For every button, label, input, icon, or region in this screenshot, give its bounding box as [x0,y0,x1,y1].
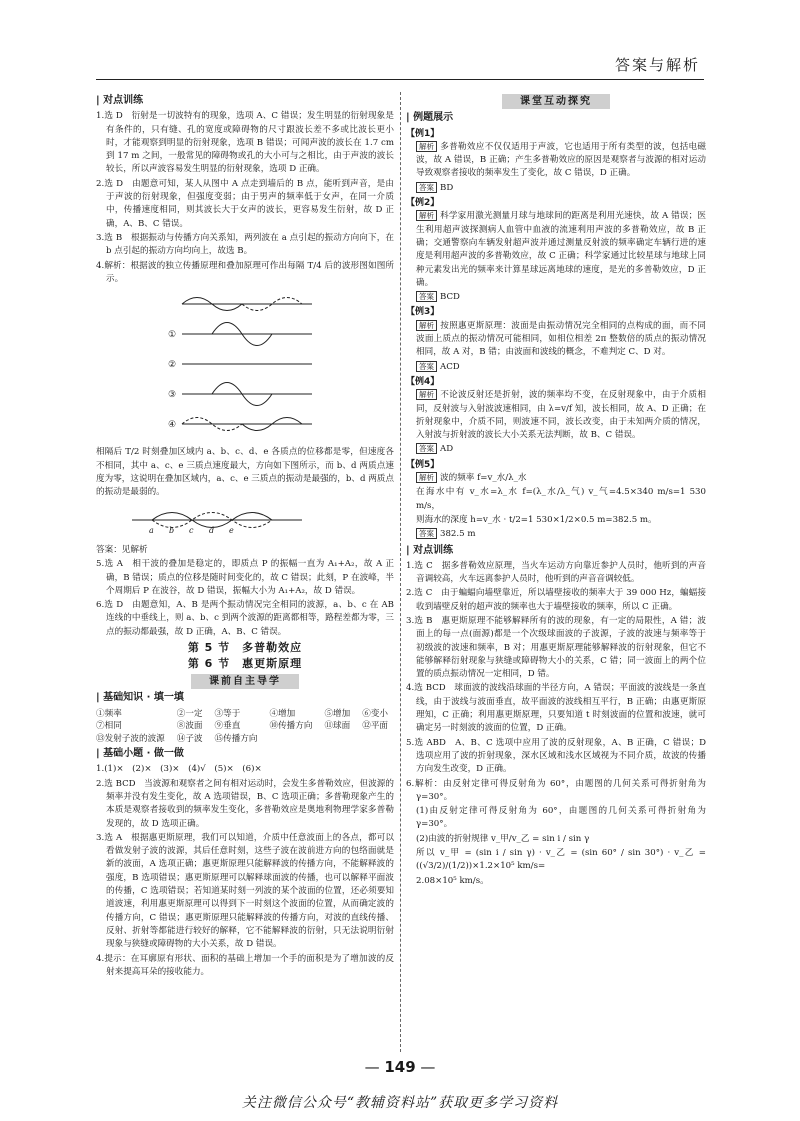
example-answer [406,361,706,374]
example-analysis-text: 波的频率 f=v_水/λ_水 [440,473,527,484]
example-label: 【例3】 [406,307,440,318]
example-4 [406,376,706,457]
practice-answer-6-result: 2.08×10⁵ km/s。 [416,875,489,886]
practice-answer-4: 4.选 BCD 球面波的波线沿球面的半径方向，A 错误；平面波的波线是一条直线，由于波线与波面垂直，故平面波的波线相互平行，B 正确；由惠更斯原理知，C 正确；利用惠更斯原理，只要知道 t 时刻波面的位置和波速，就可确定另一时刻波的波面的位置，D 正确。 [406,683,706,734]
example-answer-text: BD [440,182,454,193]
column-divider [400,92,401,1052]
figure-label-1: ① [168,330,177,341]
section-title-5: 第 5 节 多普勒效应 [187,641,303,655]
wave-point-b: b [169,525,175,535]
right-column [406,92,706,889]
example-answer-text: AD [440,444,454,455]
section-label-practice: | 对点训练 [96,94,394,107]
example-label: 【例1】 [406,128,440,139]
example-5-equation-1: 在海水中有 v_水=λ_水 f=(λ_水/λ_气) v_气=4.5×340 m/s=1 530 m/s， [416,487,706,511]
example-analysis [406,320,706,360]
fill-answer: ⑬发射子波的波源 [96,733,165,744]
analysis-tag: 解析 [416,320,437,331]
example-label: 【例2】 [406,198,440,209]
example-2 [406,197,706,304]
figure-label-3: ③ [168,390,177,401]
left-column [96,92,394,980]
fill-answer: ⑩传播方向 [269,721,313,732]
practice-answer-6-part1: (1)由反射定律可得反射角为 60°，由题图的几何关系可得折射角为 γ=30°。 [416,806,706,830]
example-analysis-text: 多普勒效应不仅仅适用于声波，它也适用于所有类型的波，包括电磁波，故 A 错误，B 正确；产生多普勒效应的原因是观察者与波源的相对运动导致观察者接收的频率发生了变化，故 C 错误，D 正确。 [416,141,706,179]
example-label: 【例5】 [406,459,440,470]
example-analysis-text: 按照惠更斯原理：波面是由振动情况完全相同的点构成的面，而不同波面上质点的振动情况可能相同，如相位相差 2π 整数倍的质点的振动情况相同，故 A 对，B 错；由波面和波线的概念，不难判定 C、D 对。 [416,320,706,358]
answer-item-2: 2.选 D 由题意可知，某人从图中 A 点走到墙后的 B 点，能听到声音，是由于声波的衍射现象，但强度变弱；由于男声的频率低于女声，在同一介质中，传播速度相同，则其波长大于女声的波长，更容易发生衍射，故 D 正确，A、B、C 错误。 [96,178,394,229]
section-label-quick-questions: | 基础小题 · 做一做 [96,747,394,760]
practice-answer-3: 3.选 B 惠更斯原理不能够解释所有的波的现象，有一定的局限性，A 错；波面上的每一点(面源)都是一个次级球面波的子波源，子波的波速与频率等于初级波的波速和频率，B 对；用惠更斯原理能够解释波的衍射现象，但它不能够解释衍射现象与狭缝或障碍物大小的关系，C 错；同一波面上的两个位置的质点振动情况一定相同，D 错。 [406,615,706,680]
example-5 [406,459,706,542]
example-analysis-text: 科学家用激光测量月球与地球间的距离是利用光速快，故 A 错误；医生利用超声波探测病人血管中血液的流速利用声波的多普勒效应，故 B 正确；交通警察向车辆发射超声波并通过测量反射波的频率确定车辆行进的速度是利用超声波的多普勒效应，故 C 正确；科学家通过比较星球与地球上同种元素发出光的频率来计算星球远离地球的速度，是光的多普勒效应，D 正确。 [416,211,706,288]
page-number: — 149 — [0,1058,800,1076]
fill-answer: ⑭子波 [176,733,203,744]
example-analysis [406,210,706,290]
practice-answer-6-calc: 所以 v_甲 = (sin i / sin γ) · v_乙 = (sin 60° / sin 30°) · v_乙 = ((√3/2)/(1/2))×1.2×10⁵ km/s= [416,848,706,872]
classroom-banner [406,94,706,109]
example-answer [406,443,706,456]
wave-point-e: e [229,525,234,535]
header-rule [96,79,704,80]
analysis-tag: 解析 [416,141,437,152]
quick-answer-4: 4.提示：在耳廓原有形状、面积的基础上增加一个手的面积是为了增加波的反射来提高耳朵的接收能力。 [96,953,394,977]
answer-item-6: 6.选 D 由题意知，A、B 是两个振动情况完全相同的波源，a、b、c 在 AB 连线的中垂线上，则 a、b、c 到两个波源的距离都相等，路程差都为零，三点的振动都最强，故 D 正确，A、B、C 错误。 [96,600,394,637]
example-answer-text: ACD [440,361,460,372]
example-answer [406,291,706,304]
practice-answer-1: 1.选 C 据多普勒效应原理，当火车运动方向靠近参护人员时，他听到的声音音调较高，火车远离参护人员时，他听到的声音音调较低。 [406,560,706,585]
example-answer [406,182,706,195]
answer-item-3: 3.选 B 根据振动与传播方向关系知，两列波在 a 点引起的振动方向向下，在 b 点引起的振动方向均向上，故选 B。 [96,232,394,257]
header-title: 答案与解析 [614,56,700,74]
example-5-equation-2: 则海水的深度 h=v_水 · t/2=1 530×1/2×0.5 m=382.5 m。 [416,514,657,525]
preview-banner [96,674,394,689]
example-answer [406,528,706,541]
fill-answer: ⑫平面 [362,721,389,732]
example-analysis [406,389,706,442]
wave-point-c: c [189,525,194,535]
figure-label-2: ② [168,360,177,371]
judge-answers: 1.(1)× (2)× (3)× (4)√ (5)× (6)× [96,764,262,775]
wave-point-a: a [149,525,154,535]
fill-answer: ⑤增加 [324,708,351,719]
section-label-examples: | 例题展示 [406,111,706,124]
answer-tag: 答案 [416,182,437,193]
answer-tag: 答案 [416,443,437,454]
fill-answer: ⑮传播方向 [214,733,258,744]
example-label: 【例4】 [406,376,440,387]
example-analysis [406,141,706,181]
fill-answer: ④增加 [269,708,296,719]
practice-answer-6: 6.解析：由反射定律可得反射角为 60°，由题图的几何关系可得折射角为 γ=30°。 [406,778,706,802]
example-3 [406,306,706,373]
practice-answer-2: 2.选 C 由于蝙蝠向墙壁靠近，所以墙壁接收的频率大于 39 000 Hz，蝙蝠接收到墙壁反射的超声波的频率也大于墙壁接收的频率，所以 C 正确。 [406,588,706,612]
answer-item-1: 1.选 D 衍射是一切波特有的现象，选项 A、C 错误；发生明显的衍射现象是有条件的，只有缝、孔的宽度或障碍物的尺寸跟波长差不多或比波长更小时，才能观察到明显的衍射现象，选项 B 错误；可闻声波的波长在 1.7 cm 到 17 m 之间，一般常见的障碍物或孔的大小可与之相比，由于声波的波长较长，所以声波容易发生明显的衍射现象，选项 D 正确。 [96,111,394,175]
answer-item-5: 5.选 A 相干波的叠加是稳定的，即质点 P 的振幅一直为 A₁+A₂，故 A 正确，B 错误；质点的位移是随时间变化的，故 C 错误；此刻，P 在波峰，半个周期后 P 在波谷，故 D 错误，振幅大小为 A₁+A₂，故 D 错误。 [96,559,394,596]
quick-answer-3: 3.选 A 根据惠更斯原理，我们可以知道，介质中任意波面上的各点，都可以看做发射子波的波源，其后任意时刻，这些子波在波前进方向的包络面就是新的波面，A 选项正确；惠更斯原理只能解释波的传播方向，不能解释波的强度，B 选项错误；惠更斯原理可以解释球面波的传播，也可以解释平面波的传播，C 选项错误；若知道某时刻一列波的某个波面的位置，还必须要知道波速，利用惠更斯原理可以得到下一时刻这个波面的位置，从而确定波的传播方向，C 错误；惠更斯原理只能解释波的传播方向，对波的直线传播、反射、折射等都能进行较好的解释，它不能解释波的衍射，只无法说明衍射现象与狭缝或障碍物的大小关系，故 D 错误。 [96,832,394,950]
quick-answer-2: 2.选 BCD 当波源和观察者之间有相对运动时，会发生多普勒效应，但波源的频率并没有发生变化，故 A 选项错误，B、C 选项正确；多普勒现象产生的本质是观察者接收到的频率发生变化，多普勒效应是奥地利物理学家多普勒发现的，故 D 选项正确。 [96,778,394,829]
section-label-practice-2: | 对点训练 [406,544,706,557]
practice-answer-5: 5.选 ABD A、B、C 选项中应用了波的反射现象，A、B 正确，C 错误；D 选项应用了波的折射现象，深水区域和浅水区域视为不同介质，故波的传播方向发生改变，D 正确。 [406,737,706,775]
answer-item-4-conclusion: 答案：见解析 [96,544,148,555]
wave-superposition-figure [112,289,312,439]
practice-answer-6-part2: (2)由波的折射规律 v_甲/v_乙 = sin i / sin γ [416,833,590,844]
analysis-tag: 解析 [416,389,437,400]
classroom-banner-label: 课堂互动探究 [502,94,610,109]
analysis-tag: 解析 [416,472,437,483]
section-title-6: 第 6 节 惠更斯原理 [187,657,303,671]
fill-answer: ⑦相同 [96,721,122,732]
wave-points-figure [112,503,312,537]
example-analysis [406,472,706,485]
example-analysis-text: 不论波反射还是折射，波的频率均不变，在反射现象中，由于介质相同，反射波与入射波波速相同，由 λ=v/f 知，波长相同，故 A、D 正确；在折射现象中，介质不同，则波速不同，波长改变，由于未知两介质的情况，入射波与折射波的波长大小关系无法判断，故 B、C 错误。 [416,390,706,441]
answer-tag: 答案 [416,528,437,539]
answer-tag: 答案 [416,361,437,372]
answer-item-4-continued: 相隔后 T/2 时刻叠加区域内 a、b、c、d、e 各质点的位移都是零，但速度各不相同，其中 a、c、e 三质点速度最大，方向如下图所示，而 b、d 两质点速度为零，这说明在叠加区域内，a、c、e 三质点的振动是最强的，b、d 两质点的振动是最弱的。 [96,447,394,498]
preview-banner-label: 课前自主导学 [191,674,299,689]
example-answer-text: 382.5 m [440,529,476,540]
figure-label-4: ④ [168,420,177,431]
analysis-tag: 解析 [416,210,437,221]
fill-answer: ⑨垂直 [214,721,241,732]
wave-point-d: d [209,525,215,535]
fill-answer: ⑥变小 [362,708,389,719]
fill-answer: ③等于 [214,708,241,719]
footer-note: 关注微信公众号“教辅资料站”获取更多学习资料 [241,1095,559,1111]
fill-answer: ⑧波面 [176,721,203,732]
answer-tag: 答案 [416,291,437,302]
fill-in-answers [96,708,394,746]
fill-answer: ②一定 [176,708,203,719]
example-answer-text: BCD [440,292,460,303]
section-label-basics: | 基础知识 · 填一填 [96,691,394,704]
answer-item-4: 4.解析：根据波的独立传播原理和叠加原理可作出每隔 T/4 后的波形图如图所示。 [96,260,394,284]
fill-answer: ①频率 [96,708,122,719]
fill-answer: ⑪球面 [324,721,351,732]
example-1 [406,128,706,195]
